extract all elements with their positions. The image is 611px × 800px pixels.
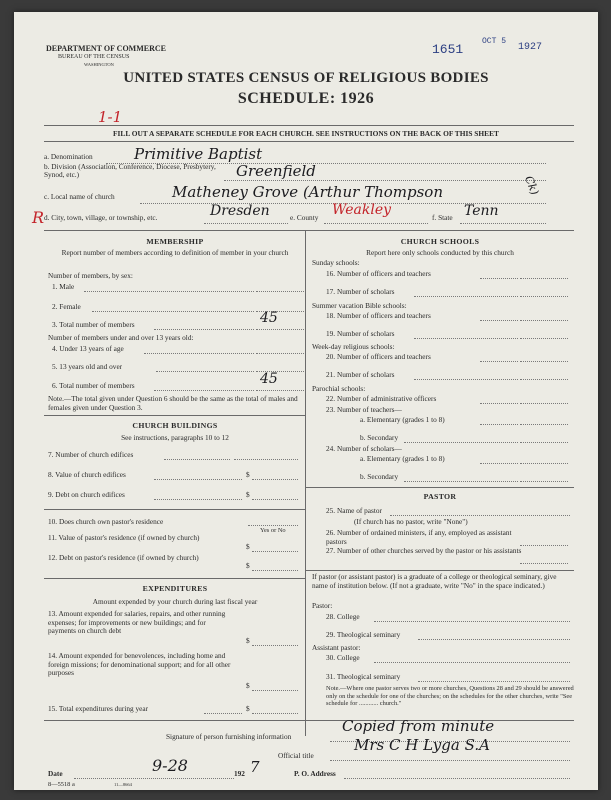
county-line [324,223,428,224]
form-code: 8—5518 a [48,781,75,788]
membership-intro: Report number of members according to definition of member in your church [61,248,289,257]
q6-dots [154,390,254,391]
local-name-extra: Ck) [521,174,542,197]
stamp-number: 1651 [432,42,464,57]
pastor-mid-rule [305,570,574,571]
q3-total-value: 45 [260,310,278,326]
q6-total-field[interactable] [256,390,304,391]
q29-label: 29. Theological seminary [326,630,401,639]
yes-no-hint: Yes or No [260,527,286,534]
q16-label: 16. Number of officers and teachers [326,269,431,278]
year-handwritten: 7 [250,758,260,776]
q15-dots [204,713,242,714]
buildings-subtitle: See instructions, paragraphs 10 to 12 [121,433,229,442]
q7-edifices-field[interactable] [234,459,298,460]
q26-label: 26. Number of ordained ministers, if any, employed as assistant pastors [326,528,512,546]
expenditures-rule [44,578,306,579]
q26-field[interactable] [520,545,568,546]
q5-dots [156,371,254,372]
q28-label: 28. College [326,612,360,621]
q31-label: 31. Theological seminary [326,672,401,681]
expenditures-title: EXPENDITURES [142,584,208,593]
department-label: DEPARTMENT OF COMMERCE [46,44,167,53]
q24a-field[interactable] [520,463,568,464]
q27-label: 27. Number of other churches served by the pastor or his assistants [326,546,522,555]
q14-benevolences-field[interactable] [252,690,298,691]
q18-field[interactable] [520,320,568,321]
po-address-label: P. O. Address [294,769,336,778]
q23a-field[interactable] [520,424,568,425]
q11-residence-value-field[interactable] [252,551,298,552]
q1-dots [84,291,254,292]
q23a-label: a. Elementary (grades 1 to 8) [360,415,445,424]
q31-field[interactable] [418,681,570,682]
q23a-dots [480,424,518,425]
q21-dots [414,379,518,380]
q14-benevolences-label: 14. Amount expended for benevolences, including home and foreign missions; for denominational support; and for all other purposes [48,651,231,678]
date-field[interactable] [74,778,234,779]
q12-residence-debt-label: 12. Debt on pastor's residence (if owned by church) [48,553,199,562]
column-divider [305,230,306,736]
signature-value: Copied from minute [342,717,495,735]
r-mark: R [32,208,45,227]
q11-residence-value-label: 11. Value of pastor's residence (if owned by church) [48,533,200,542]
official-title-label: Official title [278,751,314,760]
weekday-schools-label: Week-day religious schools: [312,342,395,351]
q8-dots [154,479,242,480]
official-title-field[interactable] [330,760,570,761]
q2-dots [92,311,254,312]
pastor-rule [305,487,574,488]
q24b-label: b. Secondary [360,472,399,481]
q23b-field[interactable] [520,442,568,443]
print-code: 11—8664 [114,782,132,787]
header-rule-top [44,125,574,126]
q21-field[interactable] [520,379,568,380]
buildings-rule [44,415,306,416]
q25-note: (If church has no pastor, write "None") [354,517,468,526]
q12-dollar: $ [246,561,250,570]
q13-dollar: $ [246,636,250,645]
q16-dots [480,278,518,279]
q21-label: 21. Number of scholars [326,370,395,379]
official-title-value: Mrs C H Lyga S.A [354,736,490,754]
q6-total-value: 45 [260,371,278,387]
instruction-line: FILL OUT A SEPARATE SCHEDULE FOR EACH CHURCH. SEE INSTRUCTIONS ON THE BACK OF THIS SHEET [113,129,499,138]
q9-debt-field[interactable] [252,499,298,500]
schools-title: CHURCH SCHOOLS [400,237,480,246]
q30-field[interactable] [374,662,570,663]
signature-label: Signature of person furnishing information [166,732,292,741]
pastor-note: Note.—Where one pastor serves two or more churches, Questions 28 and 29 should be answered only on the schedule for one of the churches; on the schedules for the other churches, write "See schedule for ............ church." [326,685,574,708]
pastor-subhead: Pastor: [312,601,333,610]
summer-schools-label: Summer vacation Bible schools: [312,301,407,310]
q4-under13-label: 4. Under 13 years of age [52,344,124,353]
q6-total-label: 6. Total number of members [52,381,135,390]
q10-residence-label: 10. Does church own pastor's residence [48,517,164,526]
state-line [460,223,546,224]
county-value: Weakley [332,202,392,218]
q13-running-expenses-label: 13. Amount expended for salaries, repairs, and other running expenses; for improvements or new buildings; and for payments on church debt [48,609,226,636]
q24a-label: a. Elementary (grades 1 to 8) [360,454,445,463]
q23-label: 23. Number of teachers— [326,405,402,414]
q15-total-expenditures-label: 15. Total expenditures during year [48,704,149,713]
header-rule-bottom [44,141,574,142]
denomination-label: a. Denomination [44,152,93,161]
state-label: f. State [432,213,453,222]
q23b-dots [404,442,518,443]
q9-dots [154,499,242,500]
q22-dots [480,403,518,404]
membership-note: Note.—The total given under Question 6 should be the same as the total of males and females given under Question 3. [48,394,298,412]
q7-dots [164,459,230,460]
city-label: WASHINGTON [84,62,114,67]
q25-field[interactable] [390,515,570,516]
q13-running-expenses-field[interactable] [252,645,298,646]
q15-dollar: $ [246,704,250,713]
date-label: Date [48,769,63,778]
state-value: Tenn [464,203,499,219]
q14-dollar: $ [246,681,250,690]
sunday-schools-label: Sunday schools: [312,258,360,267]
q15-total-expenditures-field[interactable] [252,713,298,714]
q29-field[interactable] [418,639,570,640]
assistant-pastor-subhead: Assistant pastor: [312,643,361,652]
buildings-mid-rule [44,509,306,510]
q17-field[interactable] [520,296,568,297]
schools-subtitle: Report here only schools conducted by this church [366,248,514,257]
q17-dots [414,296,518,297]
denomination-value: Primitive Baptist [134,145,263,163]
q10-residence-field[interactable] [248,525,298,526]
members-by-age-label: Number of members under and over 13 years old: [48,333,194,342]
q8-value-field[interactable] [252,479,298,480]
q7-edifices-label: 7. Number of church edifices [48,450,134,459]
city-line [204,223,288,224]
q16-field[interactable] [520,278,568,279]
q23b-label: b. Secondary [360,433,399,442]
q8-value-label: 8. Value of church edifices [48,470,126,479]
grid-bottom-rule [44,720,574,721]
q1-male-field[interactable] [256,291,304,292]
q22-label: 22. Number of administrative officers [326,394,437,403]
po-address-field[interactable] [344,778,570,779]
division-label: b. Division (Association, Conference, Diocese, Presbytery, Synod, etc.) [44,162,216,179]
city-value: Dresden [210,203,270,219]
bureau-label: BUREAU OF THE CENSUS [58,54,130,60]
q24b-field[interactable] [520,481,568,482]
q22-field[interactable] [520,403,568,404]
year-printed: 192 [234,769,245,778]
local-name-value: Matheney Grove (Arthur Thompson [172,183,444,201]
county-label: e. County [290,213,319,222]
q24a-dots [480,463,518,464]
q2-female-label: 2. Female [52,302,81,311]
q24b-dots [404,481,518,482]
q5-over13-label: 5. 13 years old and over [52,362,123,371]
q28-field[interactable] [374,621,570,622]
division-value: Greenfield [236,162,316,180]
local-name-label: c. Local name of church [44,192,115,201]
q3-dots [154,329,254,330]
q30-label: 30. College [326,653,360,662]
q20-dots [480,361,518,362]
q4-under13-field[interactable] [256,353,304,354]
parochial-schools-label: Parochial schools: [312,384,366,393]
q27-field[interactable] [520,563,568,564]
date-value: 9-28 [152,756,188,775]
stamp-date: OCT 5 [482,37,507,46]
q25-label: 25. Name of pastor [326,506,382,515]
city-label-field: d. City, town, village, or township, etc. [44,213,158,222]
document-subtitle: SCHEDULE: 1926 [237,90,375,107]
handwritten-id: 1-1 [98,108,123,126]
graduate-note: If pastor (or assistant pastor) is a graduate of a college or theological seminary, give name of institution below. (If not a graduate, write "No" in the space indicated.) [312,572,557,590]
q1-male-label: 1. Male [52,282,75,291]
q11-dollar: $ [246,542,250,551]
stamp-year: 1927 [518,42,543,53]
membership-title: MEMBERSHIP [146,237,204,246]
q3-total-label: 3. Total number of members [52,320,135,329]
q19-field[interactable] [520,338,568,339]
document-title: UNITED STATES CENSUS OF RELIGIOUS BODIES [123,70,489,86]
q9-dollar: $ [246,490,250,499]
pastor-title: PASTOR [423,492,457,501]
census-schedule-sheet [14,12,598,790]
q4-dots [144,353,254,354]
q8-dollar: $ [246,470,250,479]
q17-label: 17. Number of scholars [326,287,395,296]
q18-label: 18. Number of officers and teachers [326,311,431,320]
members-by-sex-label: Number of members, by sex: [48,271,133,280]
q18-dots [480,320,518,321]
grid-top-rule [44,230,574,231]
q19-dots [414,338,518,339]
q19-label: 19. Number of scholars [326,329,395,338]
q20-label: 20. Number of officers and teachers [326,352,431,361]
q9-debt-label: 9. Debt on church edifices [48,490,125,499]
q20-field[interactable] [520,361,568,362]
q12-residence-debt-field[interactable] [252,570,298,571]
buildings-title: CHURCH BUILDINGS [132,421,218,430]
expenditures-subtitle: Amount expended by your church during last fiscal year [92,597,258,606]
division-line [224,180,546,181]
q24-label: 24. Number of scholars— [326,444,402,453]
q3-total-field[interactable] [256,329,304,330]
